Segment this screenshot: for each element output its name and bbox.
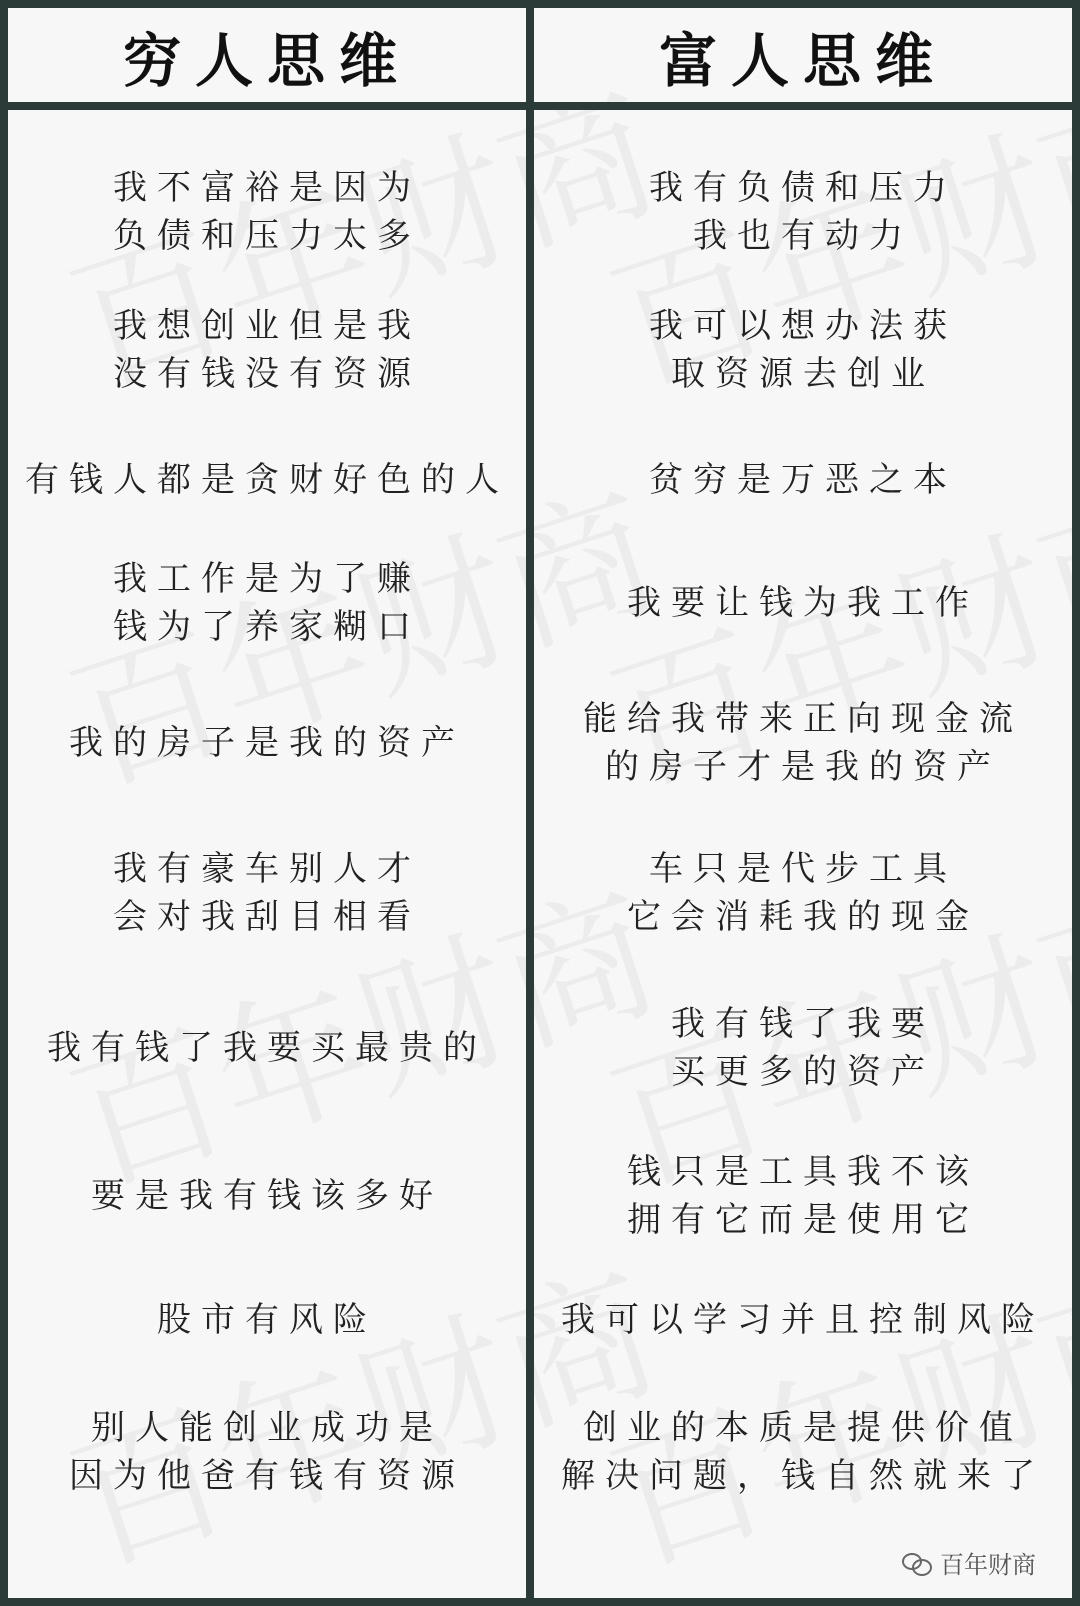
- cell-line: 别人能创业成功是: [91, 1408, 443, 1448]
- cell-line: 拥有它而是使用它: [627, 1200, 979, 1240]
- border-right: [1072, 0, 1080, 1606]
- rich-thinking-cell: [534, 683, 1072, 803]
- rich-thinking-cell: [534, 988, 1072, 1108]
- cell-line: 我有钱了我要: [671, 1004, 935, 1044]
- rich-thinking-cell: [534, 290, 1072, 410]
- poor-thinking-cell: [8, 420, 526, 540]
- border-left: [0, 0, 8, 1606]
- cell-line: 我想创业但是我: [113, 306, 421, 346]
- cell-line: 我有豪车别人才: [113, 849, 421, 889]
- cell-line: 没有钱没有资源: [113, 354, 421, 394]
- poor-thinking-cell: [8, 543, 526, 663]
- poor-thinking-cell: [8, 683, 526, 803]
- cell-line: 负债和压力太多: [113, 216, 421, 256]
- cell-line: 我要让钱为我工作: [627, 583, 979, 623]
- cell-line: 能给我带来正向现金流: [583, 699, 1023, 739]
- poor-thinking-cell: [8, 290, 526, 410]
- cell-line: 它会消耗我的现金: [627, 897, 979, 937]
- cell-line: 我的房子是我的资产: [69, 723, 465, 763]
- cell-line: 钱为了养家糊口: [113, 607, 421, 647]
- cell-line: 钱只是工具我不该: [627, 1152, 979, 1192]
- cell-line: 会对我刮目相看: [113, 897, 421, 937]
- cell-line: 要是我有钱该多好: [91, 1176, 443, 1216]
- column-divider: [526, 0, 534, 1606]
- poor-thinking-cell: [8, 152, 526, 272]
- cell-line: 我可以想办法获: [649, 306, 957, 346]
- header-rich-thinking: 富人思维: [658, 27, 947, 95]
- footer-brand-text: 百年财商: [940, 1551, 1036, 1579]
- cell-line: 我工作是为了赚: [113, 559, 421, 599]
- cell-line: 买更多的资产: [671, 1052, 935, 1092]
- rich-thinking-cell: [534, 1260, 1072, 1380]
- cell-line: 的房子才是我的资产: [605, 747, 1001, 787]
- poor-thinking-cell: [8, 1136, 526, 1256]
- rich-thinking-cell: [534, 1392, 1072, 1512]
- cell-line: 有钱人都是贪财好色的人: [25, 460, 509, 500]
- border-bottom: [0, 1598, 1080, 1606]
- cell-line: 车只是代步工具: [649, 849, 957, 889]
- poor-thinking-cell: [8, 1392, 526, 1512]
- cell-line: 我也有动力: [693, 216, 913, 256]
- rich-thinking-cell: [534, 420, 1072, 540]
- cell-line: 因为他爸有钱有资源: [69, 1456, 465, 1496]
- rich-thinking-cell: [534, 152, 1072, 272]
- border-top: [0, 0, 1080, 8]
- cell-line: 我有钱了我要买最贵的: [47, 1028, 487, 1068]
- rich-thinking-cell: [534, 543, 1072, 663]
- cell-line: 我可以学习并且控制风险: [561, 1300, 1045, 1340]
- cell-line: 创业的本质是提供价值: [583, 1408, 1023, 1448]
- header-poor-thinking: 穷人思维: [122, 27, 411, 95]
- poor-thinking-cell: [8, 1260, 526, 1380]
- cell-line: 解决问题，钱自然就来了: [561, 1456, 1045, 1496]
- poor-thinking-cell: [8, 988, 526, 1108]
- poor-thinking-cell: [8, 833, 526, 953]
- cell-line: 取资源去创业: [671, 354, 935, 394]
- rich-thinking-cell: [534, 833, 1072, 953]
- cell-line: 股市有风险: [157, 1300, 377, 1340]
- rich-thinking-cell: [534, 1136, 1072, 1256]
- cell-line: 贫穷是万恶之本: [649, 460, 957, 500]
- cell-line: 我不富裕是因为: [113, 168, 421, 208]
- footer-brand: [902, 1545, 1036, 1580]
- cell-line: 我有负债和压力: [649, 168, 957, 208]
- wechat-icon: [902, 1551, 932, 1575]
